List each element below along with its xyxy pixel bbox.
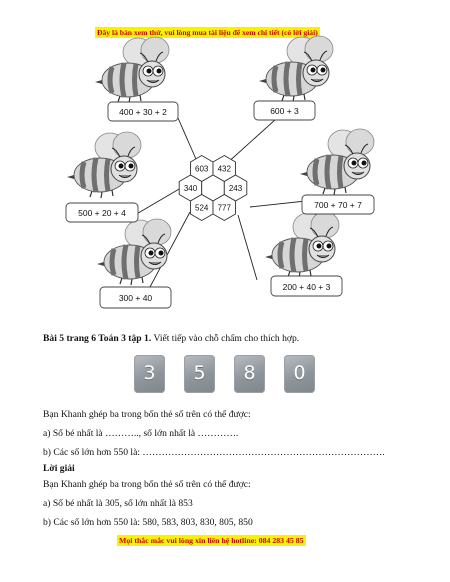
preview-banner: Đây là bản xem thử, vui lòng mua tài liệu để xem chi tiết (có lời giải) — [97, 28, 318, 37]
question-intro: Bạn Khanh ghép ba trong bốn thẻ số trên có thể được: — [43, 409, 251, 420]
bee-icon — [259, 36, 333, 102]
number-cards — [134, 355, 314, 395]
bee-icon — [67, 132, 141, 198]
solution-heading: Lời giải — [43, 463, 75, 474]
number-card: 3 — [134, 355, 165, 393]
honeycomb — [179, 156, 247, 221]
number-card: 0 — [284, 355, 315, 393]
hotline-banner: Mọi thắc mắc vui lòng xin liên hệ hotline: 084 283 45 85 — [119, 536, 304, 545]
solution-intro: Bạn Khanh ghép ba trong bốn thẻ số trên có thể được: — [43, 479, 251, 490]
expression-text: 600 + 3 — [270, 106, 299, 116]
expression-text: 500 + 20 + 4 — [78, 208, 126, 218]
bee-icon — [97, 219, 171, 285]
expression-text: 700 + 70 + 7 — [314, 200, 362, 210]
expression-text: 400 + 30 + 2 — [119, 107, 167, 117]
bee-icon — [300, 129, 374, 195]
exercise-heading — [43, 333, 299, 345]
bee-icon — [95, 37, 169, 103]
exercise-title: Bài 5 trang 6 Toán 3 tập 1. — [43, 333, 152, 344]
honeycomb-number: 603 — [195, 164, 209, 174]
number-card: 5 — [184, 355, 215, 393]
expression-text: 300 + 40 — [118, 293, 153, 303]
honeycomb-number: 432 — [217, 164, 231, 174]
answer-b: b) Các số lớn hơn 550 là: 580, 583, 803, 830, 805, 850 — [43, 517, 253, 528]
honeycomb-number: 524 — [195, 203, 209, 213]
question-b: b) Các số lớn hơn 550 là: …………………………………………………………………. — [43, 447, 385, 458]
honeycomb-number: 340 — [183, 184, 198, 193]
question-a: a) Số bé nhất là ……….., số lớn nhất là …………. — [43, 428, 239, 439]
answer-a: a) Số bé nhất là 305, số lớn nhất là 853 — [43, 498, 193, 509]
honeycomb-number: 777 — [217, 203, 231, 213]
number-card: 8 — [234, 355, 265, 393]
bee-icon — [265, 212, 339, 278]
expression-text: 200 + 40 + 3 — [282, 282, 331, 292]
honeycomb-number: 243 — [228, 184, 243, 193]
exercise-instruction: Viết tiếp vào chỗ chấm cho thích hợp. — [153, 333, 300, 344]
